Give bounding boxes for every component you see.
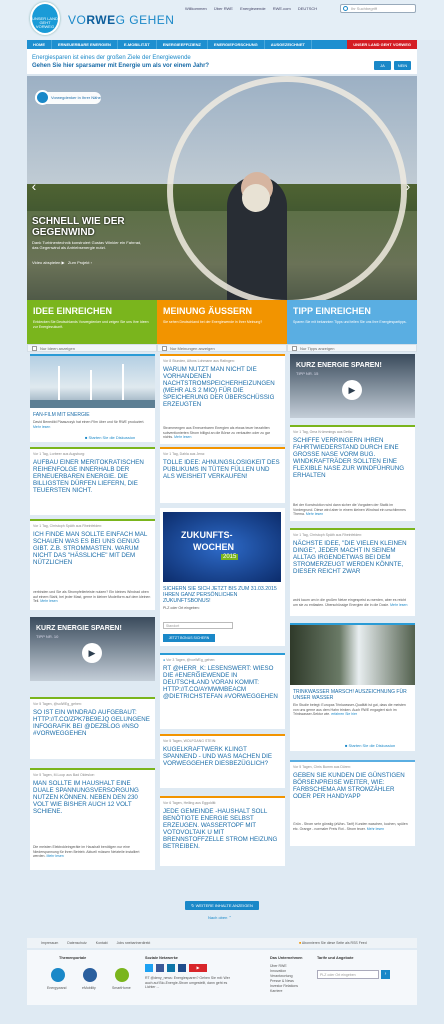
tariff-search-button[interactable]: › <box>381 970 390 979</box>
load-more-label: WEITERE INHALTE ANZEIGEN <box>195 903 253 908</box>
toplink-rwecom[interactable]: RWE.com <box>272 6 291 11</box>
idea-card <box>30 519 155 610</box>
banner-text: ZUKUNFTS- <box>181 530 233 540</box>
site-logo[interactable] <box>68 13 174 27</box>
play-video-link[interactable]: Video abspielen <box>32 260 61 265</box>
card-text: Ein Studie belegt: Europas Trinkwasser-Qualität ist gut, dass die meisten von uns gerne aus dem Hahn trinken. Auch RWE engagiert sich im Trinkwasser-Sektor wie. <box>293 703 406 716</box>
card-title[interactable]: FAN-FILM MIT ENERGIE <box>33 412 90 418</box>
back-to-top-label: Nach oben <box>208 915 228 920</box>
filter-ideas[interactable] <box>27 344 157 352</box>
card-text: David Benedikt Plaaszczyk hat einen Film über und für RWE produziert. <box>33 420 145 424</box>
emobility-logo-icon[interactable] <box>83 968 97 982</box>
poll-no-button[interactable]: NEIN <box>394 61 411 70</box>
promo-card <box>160 508 285 620</box>
tip-box-text: Sparen Sie mit bekannten Tipps und teilen Sie uns Ihre Energiespartipps. <box>293 320 407 324</box>
card-meta <box>163 658 215 662</box>
idea-box[interactable] <box>27 300 157 344</box>
smarthome-logo-icon[interactable] <box>115 968 129 982</box>
facebook-icon[interactable] <box>156 964 164 972</box>
logo-badge[interactable] <box>30 2 60 35</box>
card-meta: Vor 1 Tag, Oma Krümmings aus Detla: <box>293 430 353 434</box>
social-title: Soziale Netzwerke <box>145 956 178 960</box>
idea-card <box>30 447 155 515</box>
card-title[interactable]: GEBEN SIE KUNDEN DIE GÜNSTIGEN BÖRSENPREISE WEITER, WIE: FARBSCHEMA AM STROMZÄHLER ODER PER HANDYAPP <box>293 772 405 800</box>
hero-slider[interactable] <box>27 76 417 300</box>
article-card <box>30 354 155 442</box>
zukunftswochen-banner[interactable] <box>163 512 281 582</box>
footer-links-bar <box>27 938 417 948</box>
card-meta: Vor 1 Tag, Christoph Späth aus Rheinfelden: <box>33 524 103 528</box>
card-meta: Vor 1 Tag, Lorbeer aus Augsburg: <box>33 452 86 456</box>
filter-label: Nur Ideen anzeigen <box>40 346 75 351</box>
filter-checkbox[interactable] <box>32 346 37 351</box>
card-title[interactable]: RT @HERR_K: LESENSWERT: WIESO DIE #ENERGIEWENDE IN DEUTSCHLAND VORAN KOMMT: HTTP://T.CO/AYMWMBEACM @DIETRICHSTEFAN #VORWEGGEHEN <box>163 665 278 700</box>
idea-card <box>290 528 415 616</box>
banner-year: 2015 <box>223 554 237 560</box>
footer-link-impressum[interactable]: Impressum <box>41 941 59 945</box>
filter-label: Nur Tipps anzeigen <box>300 346 335 351</box>
twitter-icon[interactable] <box>145 964 153 972</box>
nav-ausgezeichnet[interactable]: AUSGEZEICHNET <box>265 40 312 49</box>
read-more-link[interactable]: Mehr lesen <box>174 435 192 439</box>
video-subtitle: TIPP NR. 15 <box>296 371 319 376</box>
tip-box-title: TIPP EINREICHEN <box>293 306 371 316</box>
filter-tips[interactable] <box>287 344 417 352</box>
article-card <box>290 623 415 751</box>
back-to-top-link[interactable] <box>208 915 232 920</box>
opinion-box[interactable] <box>157 300 287 344</box>
read-more-link[interactable]: erfahren Sie hier <box>331 712 358 716</box>
company-links <box>270 964 298 994</box>
energywand-logo-icon[interactable] <box>51 968 65 982</box>
play-icon: ▶ <box>61 260 65 265</box>
footer-tweet: RT @deny_news: Energiesparen? Gehen Sie mit: Wer auch auf Bio-Energie-Strom umgestellt, dann geht es Lichter ... <box>145 976 230 989</box>
twitter-icon: ● <box>163 658 166 662</box>
main-nav <box>27 40 417 49</box>
toplink-welcome[interactable]: Willkommen <box>185 6 207 11</box>
footer-link-datenschutz[interactable]: Datenschutz <box>67 941 87 945</box>
waterfall-image[interactable] <box>290 625 415 685</box>
opinion-card <box>160 447 285 503</box>
hero-prev-arrow[interactable]: ‹ <box>31 178 37 194</box>
idea-card <box>30 697 155 759</box>
card-title: SICHERN SIE SICH JETZT BIS ZUM 31.03.2015 IHREN GANZ PERSÖNLICHEN ZUKUNFTSBONUS! <box>163 586 277 604</box>
card-meta: Vor 1 Tag, Christoph Späth aus Rheinfelden: <box>293 533 363 537</box>
toplink-about[interactable]: Über RWE <box>213 6 233 11</box>
hero-title-line: GEGENWIND <box>32 227 95 238</box>
card-text: Die meisten Elektrokleingeräte im Haushalt benötigen nur eine Niederspannung für ihren Betrieb. Aktuell müssen Netzteile installiert werden. <box>33 845 140 858</box>
card-title[interactable]: MAN SOLLTE IM HAUSHALT EINE DUALE SPANNUNGSVERSORGUNG NUTZEN KÖNNEN. NEBEN DEN 230 VOLT WIE BISHER AUCH 12 VOLT SCHIENE. <box>33 780 139 815</box>
portal-label: SmartHome <box>112 986 131 990</box>
discussion-link[interactable] <box>345 743 395 748</box>
card-meta: Vor 5 Tagen, @solWEg_gehen: <box>33 702 82 706</box>
opinion-box-text: Sie sehen Deutschland bei der Energiewende in Ihrer Meinung? <box>163 320 263 324</box>
wind-farm-image[interactable] <box>30 356 155 408</box>
rss-label: Abonnieren Sie diese Seite als RSS Feed <box>301 941 367 945</box>
logo-brand: RWE <box>86 13 116 27</box>
company-link[interactable]: Karriere <box>270 989 283 993</box>
search-placeholder: Ihr Suchbegriff <box>351 6 377 11</box>
tip-card <box>290 760 415 846</box>
comment-icon: ■ <box>345 743 348 748</box>
discussion-label: Starten Sie die Diskussion <box>348 743 396 748</box>
card-body <box>33 590 151 604</box>
footer <box>27 950 417 1005</box>
banner-text: WOCHEN <box>193 542 234 552</box>
location-pin-icon <box>35 90 50 105</box>
card-title[interactable]: SCHIFFE VERRINGERN IHREN FAHRTWIEDERSTAND DURCH EINE GROSSE NASE VORM BUG. WINDKRAFTRÄDER SOLLTEN EINE FLEXIBLE NASE ZUR WINDFÜHRUNG ERHALTEN <box>293 437 405 479</box>
video-card[interactable] <box>30 617 155 681</box>
logo-badge-text: UNSER LAND GEHT VORWEG <box>32 16 58 29</box>
chevron-right-icon: › <box>90 260 92 265</box>
card-title[interactable]: AUFBAU EINER MERITOKRATISCHEN REIHENFOLGE INNERHALB DER ERNEUERBAREN ENERGIE. DIE BILLIGSTEN DÜRFEN LIEFERN, DIE TEUERSTEN NICHT. <box>33 459 144 494</box>
read-more-link[interactable]: Mehr lesen <box>366 826 385 831</box>
filter-checkbox[interactable] <box>292 346 297 351</box>
video-title: KURZ ENERGIE SPAREN! <box>296 362 382 369</box>
language-select[interactable]: DEUTSCH <box>297 6 318 11</box>
poll-intro: Energiesparen ist eines der großen Ziele der Energiewende <box>32 55 191 61</box>
opinion-card <box>160 796 285 866</box>
search-input[interactable] <box>340 4 416 13</box>
hero-title <box>32 216 125 238</box>
idea-card <box>290 425 415 521</box>
play-button-icon[interactable]: ▶ <box>82 643 102 663</box>
comment-icon: ■ <box>85 435 88 440</box>
refresh-icon: ↻ <box>191 903 195 908</box>
poll-yes-button[interactable]: JA <box>374 61 391 70</box>
card-title[interactable]: TRINKWASSER MARSCH! AUSZEICHNUNG FÜR UNSER WASSER <box>293 689 407 701</box>
card-text: Strommengen aus Erneuerbaren Energien als etwas teuer bezahlten subventionierten Strom billigst an die Börse zu verkaufen oder zu gar nichts. <box>163 426 271 439</box>
nav-campaign[interactable]: UNSER LAND GEHT VORWEG <box>347 40 417 49</box>
tweet-card <box>160 653 285 729</box>
youtube-icon[interactable]: ▶ <box>189 964 207 972</box>
load-more-button[interactable] <box>185 901 259 910</box>
company-link[interactable]: Presse & News <box>270 979 294 983</box>
discussion-label: Starten Sie die Diskussion <box>88 435 136 440</box>
card-meta: Vor 5 Tagen, WOLFGANG STEIN: <box>163 739 217 743</box>
filter-checkbox[interactable] <box>162 346 167 351</box>
tariffs-title: Tarife und Angebote <box>317 956 354 960</box>
card-body <box>293 822 411 831</box>
logo-part: G GEHEN <box>115 13 175 27</box>
card-meta: Vor 5 Tagen, Chris Bumm aus Düren: <box>293 765 351 769</box>
nav-erneuerbare[interactable]: ERNEUERBARE ENERGIEN <box>52 40 118 49</box>
idea-box-title: IDEE EINREICHEN <box>33 306 113 316</box>
nearby-locator[interactable] <box>35 92 101 104</box>
card-body <box>293 703 411 717</box>
card-title[interactable]: SO IST EIN WINDRAD AUFGEBAUT: HTTP://T.CO/ZPK7BE9EJQ GELUNGENE INFOGRAFIK BEI @DEZBLOG #NSO #VORWEGGEHEN <box>33 709 150 737</box>
portals-title: Themenportale <box>59 956 87 960</box>
tariff-location-input[interactable]: PLZ oder Ort eingeben <box>317 970 379 979</box>
card-meta: Vor 8 Stunden, Alfons Lohmann aus Ratingen: <box>163 359 235 363</box>
hero-text: Dank Turbinentechnik konstruiert Gustav Winkler ein Fahrrad, das Gegenwind als Antriebsenergie nutzt. <box>32 240 142 250</box>
linkedin-icon[interactable] <box>178 964 186 972</box>
card-title[interactable]: ICH FINDE MAN SOLLTE EINFACH MAL SCHAUEN WAS ES BEI UNS GENUG GIBT. Z.B. STROMMASTEN. WARUM NICHT DAS "HÄSSLICHE" MIT DEM NÜTZLICHEN <box>33 531 148 566</box>
footer-link-kontakt[interactable]: Kontakt <box>95 941 108 945</box>
filter-label: Nur Meinungen anzeigen <box>170 346 215 351</box>
company-link[interactable]: Über RWE <box>270 964 287 968</box>
rss-link[interactable] <box>299 938 367 948</box>
idea-card <box>30 768 155 870</box>
company-title: Das Unternehmen <box>270 956 303 960</box>
card-text: Bei der Konstruktion wird dann sicher die Vorgaben der Statik im Vordergrund. Diese wird aber in einem kleinen Windrad ein unschlimmes Thema. <box>293 503 406 516</box>
card-title[interactable]: KUGELKRAFTWERK KLINGT SPANNEND - UND WAS MACHEN DIE VORWEGGEHER DIESBEZÜGLICH? <box>163 746 272 767</box>
card-body <box>293 598 411 607</box>
nav-emobilitaet[interactable]: E-MOBILITÄT <box>118 40 157 49</box>
chevron-up-icon: ⌃ <box>228 915 232 920</box>
company-link[interactable]: Verantwortung <box>270 974 293 978</box>
hero-propeller <box>167 76 407 300</box>
read-more-link[interactable]: Mehr lesen <box>33 424 51 429</box>
video-card[interactable] <box>290 354 415 418</box>
card-text: verbinden und Sie als Strompfeilerleiste nutzen? Ein kleines Windrad oben auf einem Stahl, bei jeder Mast, gerne in kleiner Modelform auf dem kleinen Teil. <box>33 590 151 603</box>
company-link[interactable]: Investor Relations <box>270 984 299 988</box>
rss-icon: ■ <box>299 941 302 945</box>
logo-part: VO <box>68 13 87 27</box>
portal-label: Energywand <box>47 986 67 990</box>
card-title[interactable]: WARUM NUTZT MAN NICHT DIE VORHANDENEN NACHTSTROMSPEICHERHEIZUNGEN (MEHR ALS 2 MIO) FÜR DIE SPEICHERUNG DER ÜBERSCHÜSSIG ERZEUGTEN <box>163 366 275 408</box>
card-body: PLZ oder Ort eingeben: <box>163 606 200 610</box>
discussion-link[interactable] <box>85 435 135 440</box>
filter-opinions[interactable] <box>157 344 287 352</box>
hero-propeller-hub <box>242 184 270 212</box>
poll-bar <box>27 49 417 76</box>
poll-question: Gehen Sie hier sparsamer mit Energie um als vor einem Jahr? <box>32 63 210 69</box>
play-button-icon[interactable]: ▶ <box>342 380 362 400</box>
location-input[interactable]: Standort <box>163 622 233 629</box>
card-body <box>33 420 151 429</box>
toplink-energiewende[interactable]: Energiewende <box>240 6 266 11</box>
card-text: wohl kaum um in die großen Netze eingespeist zu werden, aber es reicht um sie zu entlasten. Überschüssige Energien die in die Dosie. <box>293 598 407 607</box>
portal-label: eMobility <box>82 986 96 990</box>
idea-box-text: Entdecken Sie Deutschlands Vorwegdenker und zeigen Sie uns Ihre Ideen zur Energiezukunft. <box>33 320 149 329</box>
card-title[interactable]: TOLLE IDEE: AHNUNGSLOSIGKEIT DES PUBLIKUMS IN TÜTEN FÜLLEN UND ALS WEISHEIT VERKAUFEN! <box>163 459 280 480</box>
nav-energieeffizienz[interactable]: ENERGIEEFFIZIENZ <box>157 40 208 49</box>
read-more-link[interactable]: Mehr lesen <box>40 599 58 603</box>
bonus-button[interactable]: JETZT BONUS SICHERN <box>163 634 215 642</box>
card-body <box>293 503 411 517</box>
hero-next-arrow[interactable]: › <box>405 178 411 194</box>
video-subtitle: TIPP NR. 10 <box>36 634 59 639</box>
hero-title-line: SCHNELL WIE DER <box>32 216 125 227</box>
card-meta: Vor 1 Tag, Dahla aus Jena: <box>163 452 205 456</box>
project-link[interactable]: Zum Projekt <box>67 260 90 265</box>
card-meta: Vor 6 Tagen, Heiling aus Eggolditi: <box>163 801 217 805</box>
opinion-box-title: MEINUNG ÄUSSERN <box>163 306 253 316</box>
footer-link-jobs[interactable]: Jobs rwebartnerdirekt <box>116 941 151 945</box>
card-title[interactable]: JEDE GEMEINDE -HAUSHALT SOLL BENÖTIGTE ENERGIE SELBST ERZEUGEN. WASSERTOPF MIT VOTOVOLTAIK U MIT BRENNSTOFFZELLE STROM HEIZUNG BETREIBEN. <box>163 808 278 850</box>
locator-label: Vorwegdenker in Ihrer Nähe <box>51 95 101 100</box>
read-more-link[interactable]: Mehr lesen <box>46 854 64 858</box>
read-more-link[interactable]: Mehr lesen <box>305 512 324 516</box>
video-title: KURZ ENERGIE SPAREN! <box>36 625 122 632</box>
card-text: Grün - Strom sehr günstig (aWon- Tarif) Kunden waschen, kochen, spülen etc. Orange - normaler Preis Rot - Strom teuer. <box>293 822 408 831</box>
xing-icon[interactable] <box>167 964 175 972</box>
opinion-card <box>160 734 285 788</box>
nav-energieforschung[interactable]: ENERGIEFORSCHUNG <box>208 40 265 49</box>
top-links <box>185 6 323 11</box>
card-meta: Vor 5 Tagen, M.Loop aus Bad Oldesloe: <box>33 773 95 777</box>
card-body <box>33 845 151 859</box>
tweet-author: Vor 3 Tagen, @vorWEg_gehen: <box>166 658 216 662</box>
company-link[interactable]: Innovation <box>270 969 287 973</box>
search-icon <box>343 6 348 11</box>
read-more-link[interactable]: Mehr lesen <box>390 602 408 607</box>
nav-home[interactable]: HOME <box>27 40 52 49</box>
card-body <box>163 426 281 440</box>
opinion-card <box>160 354 285 444</box>
card-title[interactable]: NÄCHSTE IDEE, "DIE VIELEN KLEINEN DINGE", JEDER MACHT IN SEINEM ALLTAG IRGENDETWAS BEI DEM STROMERZEUGT WERDEN KÖNNTE, DIESER REICHT ZWAR <box>293 540 407 575</box>
hero-links <box>32 260 92 265</box>
tip-box[interactable] <box>287 300 417 344</box>
